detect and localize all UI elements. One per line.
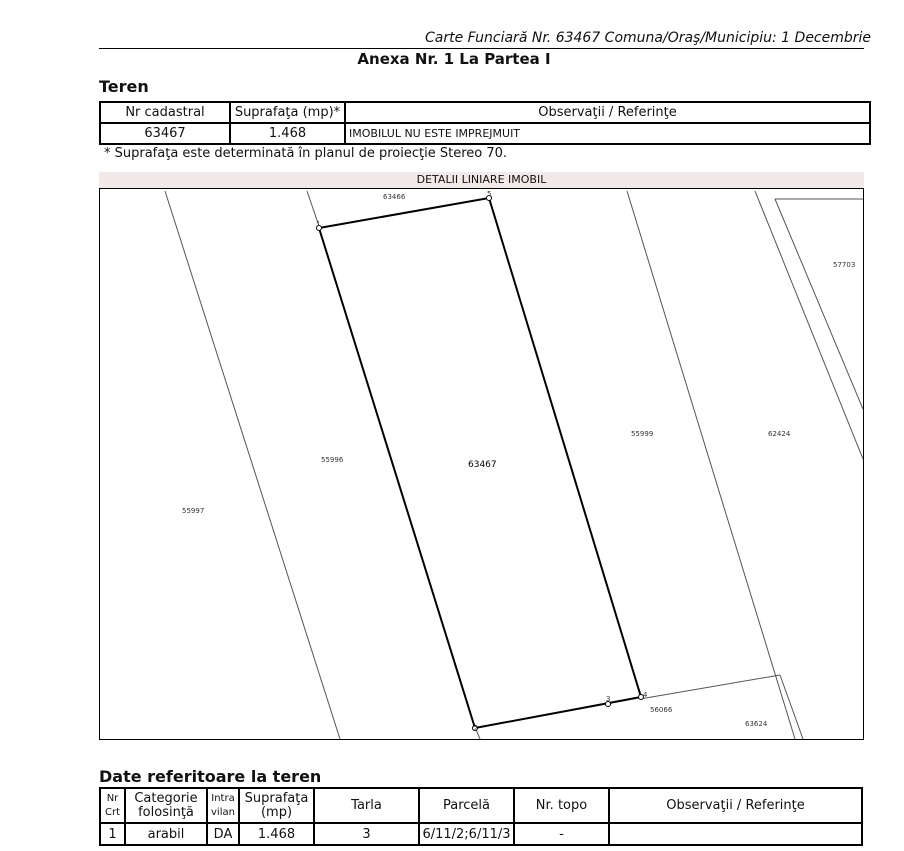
cell-nr-topo: - (514, 823, 609, 845)
neighbor-label: 57703 (833, 261, 856, 269)
vertex-label: 2 (473, 725, 478, 733)
table-row (100, 823, 862, 845)
col-categorie-line1: Categorie (134, 790, 198, 806)
cell-intravilan: DA (207, 823, 239, 845)
col-categorie (125, 788, 207, 823)
neighbor-boundaries (165, 191, 863, 739)
boundary-line (775, 199, 863, 409)
header-divider (99, 48, 864, 49)
col-intravilan-line2: vilan (211, 806, 235, 818)
cell-tarla: 3 (314, 823, 419, 845)
vertex-label: 4 (643, 691, 648, 699)
vertex-label: 5 (487, 190, 492, 198)
cell-observatii: IMOBILUL NU ESTE IMPREJMUIT (345, 123, 870, 144)
col-tarla: Tarla (314, 788, 419, 823)
boundary-line (627, 191, 795, 739)
section-title-date-teren: Date referitoare la teren (99, 767, 322, 786)
boundary-line (165, 191, 340, 739)
col-suprafata-mp (239, 788, 314, 823)
neighbor-label: 63624 (745, 720, 768, 728)
neighbor-label: 63466 (383, 193, 406, 201)
col-intravilan (207, 788, 239, 823)
annex-title (0, 50, 904, 68)
boundary-line (755, 191, 863, 459)
cell-categorie: arabil (125, 823, 207, 845)
col-categorie-line2: folosinţă (138, 804, 194, 820)
parcel-label: 63467 (468, 460, 497, 470)
neighbor-label: 55999 (631, 430, 654, 438)
col-suprafata-line1: Suprafaţa (244, 790, 309, 806)
col-suprafata-line2: (mp) (260, 804, 293, 820)
neighbor-label: 56066 (650, 706, 673, 714)
cell-nr-cadastral: 63467 (100, 123, 230, 144)
map-title: DETALII LINIARE IMOBIL (416, 173, 547, 186)
projection-note: * Suprafaţa este determinată în planul de proiecţie Stereo 70. (104, 146, 508, 161)
col-nr-crt-line2: Crt (104, 806, 120, 818)
col-observatii-referinte: Observaţii / Referinţe (609, 788, 862, 823)
col-nr-topo: Nr. topo (514, 788, 609, 823)
col-intravilan-line1: Intra (211, 792, 235, 804)
teren-table-header (100, 102, 870, 123)
section-title-teren: Teren (99, 77, 149, 96)
boundary-line (640, 675, 780, 699)
col-nr-cadastral: Nr cadastral (100, 102, 230, 123)
vertex-label: 3 (606, 695, 611, 703)
table-row (100, 123, 870, 144)
neighbor-label: 55997 (182, 507, 205, 515)
cell-suprafata-mp: 1.468 (239, 823, 314, 845)
col-suprafata: Suprafaţa (mp)* (230, 102, 345, 123)
boundary-line (780, 675, 803, 739)
cell-observatii-referinte (609, 823, 862, 845)
col-parcela: Parcelă (419, 788, 514, 823)
map-drawing (100, 189, 863, 739)
col-nr-crt (100, 788, 125, 823)
col-nr-crt-line1: Nr (106, 792, 119, 804)
cell-nr-crt: 1 (100, 823, 125, 845)
vertex-label: 1 (316, 220, 321, 228)
date-teren-header (100, 788, 862, 823)
document-header: Carte Funciară Nr. 63467 Comuna/Oraş/Municipiu: 1 Decembrie (425, 30, 872, 46)
neighbor-label: 62424 (768, 430, 791, 438)
annex-title-text: Anexa Nr. 1 La Partea I (357, 50, 551, 68)
cell-suprafata: 1.468 (230, 123, 345, 144)
cell-parcela: 6/11/2;6/11/3 (419, 823, 514, 845)
cadastral-map (99, 188, 864, 740)
neighbor-label: 55996 (321, 456, 344, 464)
teren-table (99, 101, 871, 145)
date-teren-table (99, 787, 863, 846)
col-observatii: Observaţii / Referinţe (345, 102, 870, 123)
